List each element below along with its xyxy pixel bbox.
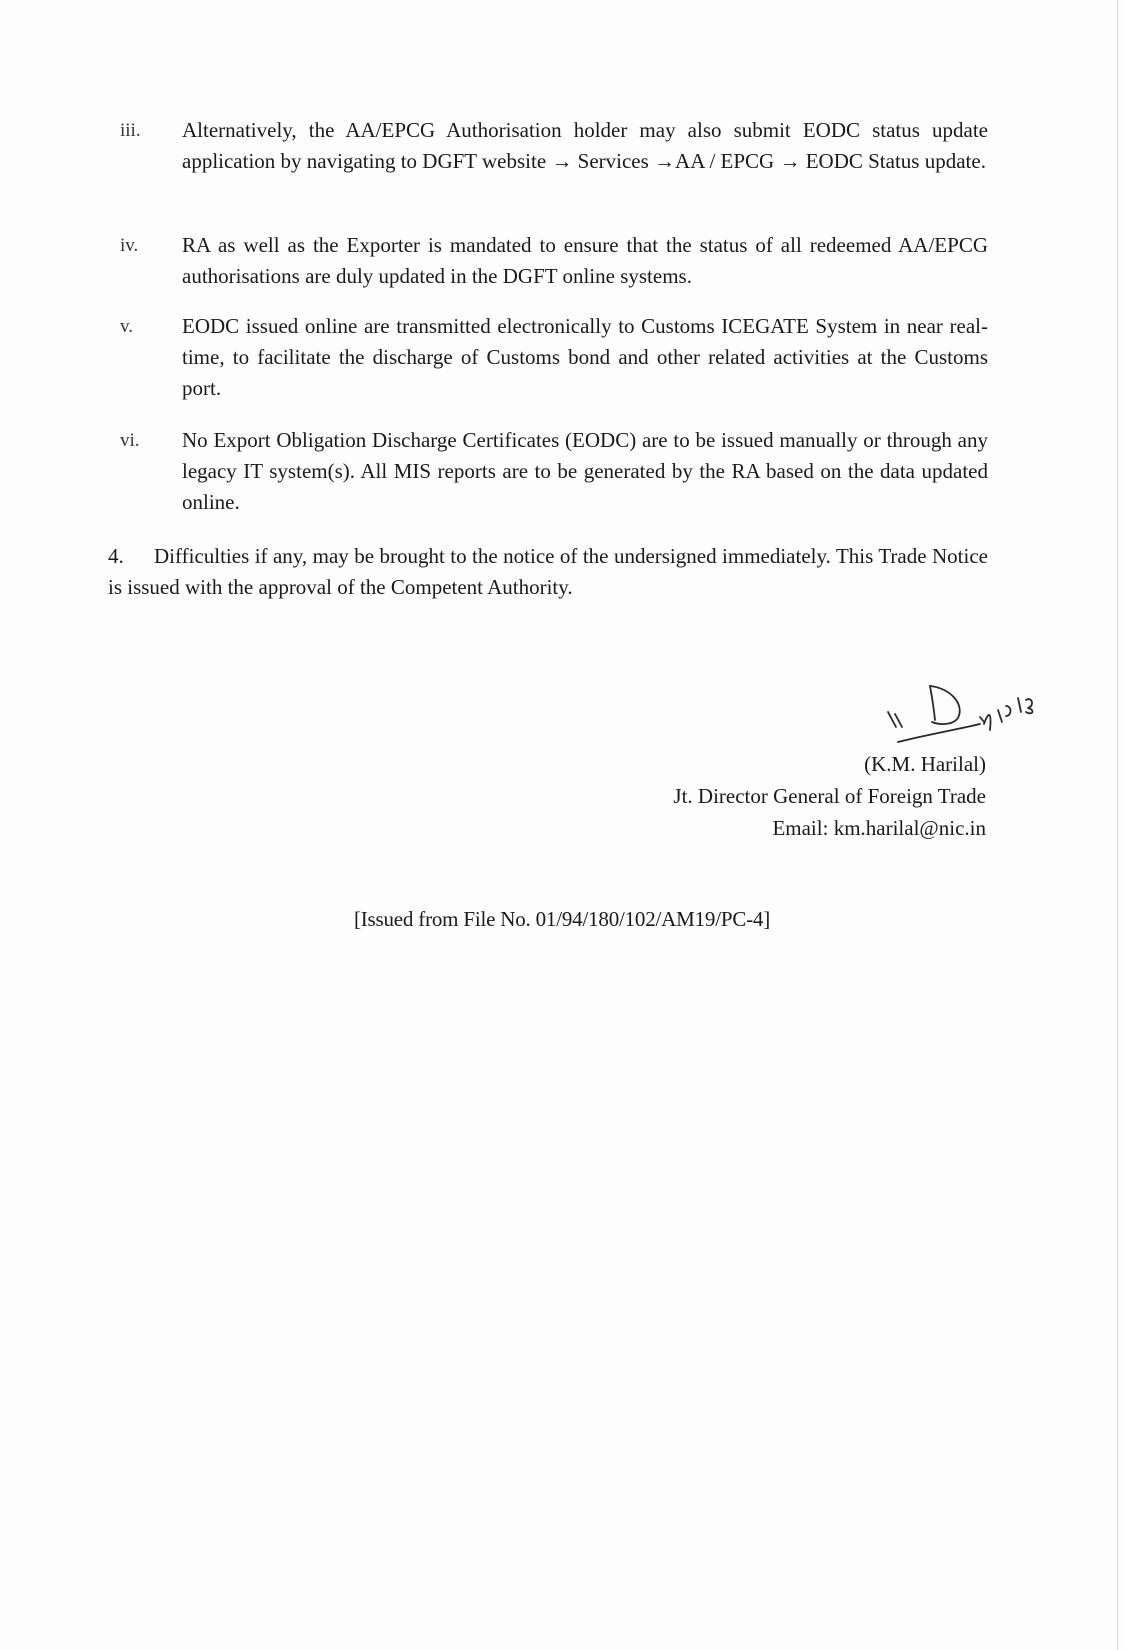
list-item-text: RA as well as the Exporter is mandated to ensure that the status of all redeemed AA/EPCG authorisations are duly updated in the DGFT online systems. bbox=[182, 233, 988, 288]
scan-edge-line bbox=[1117, 0, 1118, 1650]
signatory-designation: Jt. Director General of Foreign Trade bbox=[673, 784, 986, 808]
paragraph-4 bbox=[108, 541, 988, 603]
list-item-v bbox=[108, 311, 988, 404]
paragraph-number: 4. bbox=[108, 544, 124, 568]
list-item-number: vi. bbox=[120, 430, 140, 451]
list-item-number: iii. bbox=[120, 120, 141, 141]
signatory-block bbox=[673, 748, 986, 844]
file-reference: [Issued from File No. 01/94/180/102/AM19/PC-4] bbox=[353, 907, 771, 931]
list-item-text: Alternatively, the AA/EPCG Authorisation holder may also submit EODC status update application by navigating to DGFT website → Services →AA / EPCG → EODC Status update. bbox=[182, 118, 988, 173]
list-item-vi bbox=[108, 425, 988, 518]
list-item-iii bbox=[108, 115, 988, 177]
signatory-email: Email: km.harilal@nic.in bbox=[772, 816, 986, 840]
paragraph-text: Difficulties if any, may be brought to the notice of the undersigned immediately. This Trade Notice is issued with the approval of the Competent Authority. bbox=[108, 544, 988, 599]
list-item-iv bbox=[108, 230, 988, 292]
list-item-number: v. bbox=[120, 316, 134, 337]
list-item-text: No Export Obligation Discharge Certificates (EODC) are to be issued manually or through any legacy IT system(s). All MIS reports are to be generated by the RA based on the data updated online. bbox=[182, 428, 988, 514]
signatory-name: (K.M. Harilal) bbox=[864, 752, 986, 776]
list-item-text: EODC issued online are transmitted electronically to Customs ICEGATE System in near real-time, to facilitate the discharge of Customs bond and other related activities at the Customs port. bbox=[182, 314, 988, 400]
list-item-number: iv. bbox=[120, 235, 139, 256]
